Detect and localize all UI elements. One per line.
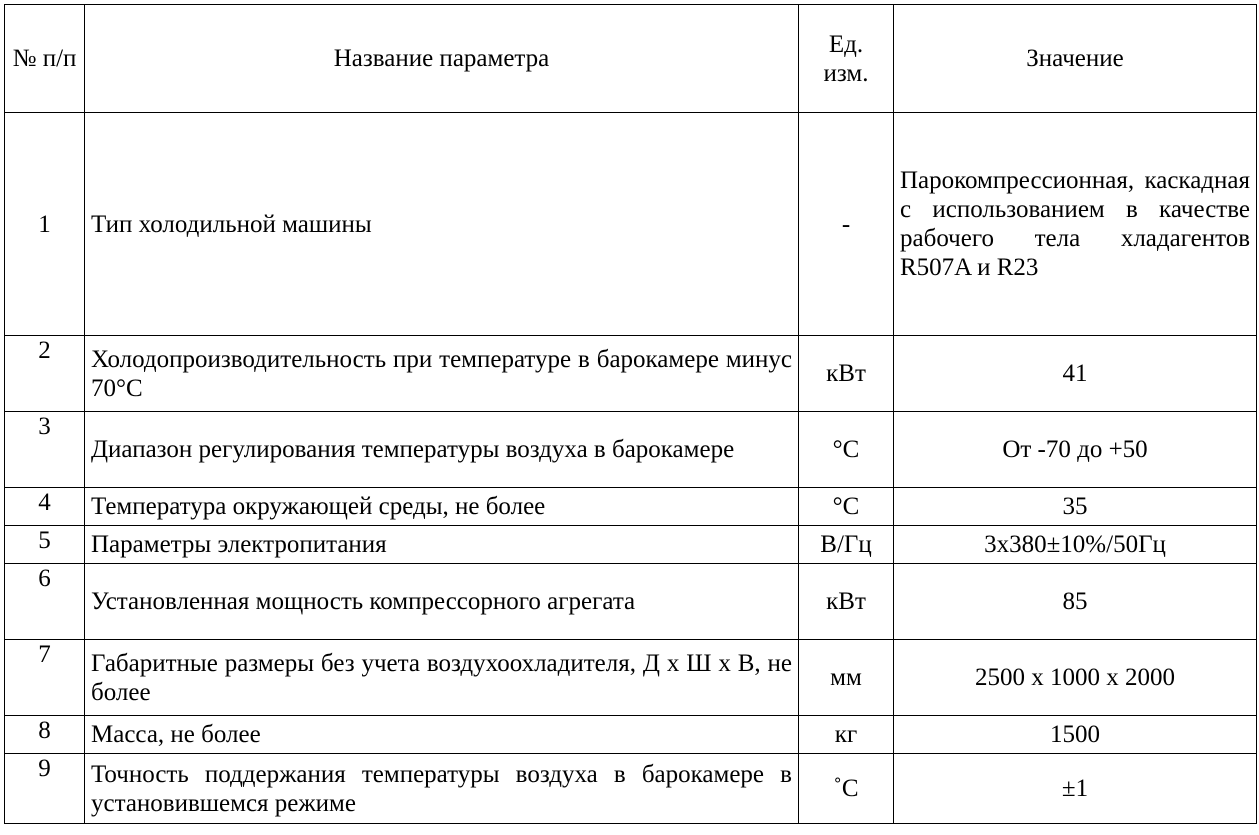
row-value: 2500 х 1000 х 2000 [894,640,1257,716]
header-name [85,5,799,113]
row-number: 5 [5,526,85,564]
header-unit-label: Ед. изм. [823,30,869,87]
row-value: 3х380±10%/50Гц [894,526,1257,564]
table-row [5,336,1257,412]
row-number: 3 [5,412,85,488]
row-unit: кВт [799,564,894,640]
row-number: 8 [5,716,85,754]
row-number: 1 [5,113,85,336]
row-name: Установленная мощность компрессорного агрегата [85,564,799,640]
row-value: 85 [894,564,1257,640]
row-number: 4 [5,488,85,526]
row-number: 9 [5,754,85,824]
header-number [5,5,85,113]
table-header-row [5,5,1257,113]
row-name: Параметры электропитания [85,526,799,564]
table-row [5,564,1257,640]
row-unit: мм [799,640,894,716]
row-name: Тип холодильной машины [85,113,799,336]
header-value [894,5,1257,113]
row-value: 41 [894,336,1257,412]
row-unit: В/Гц [799,526,894,564]
row-name: Температура окружающей среды, не более [85,488,799,526]
table-row [5,526,1257,564]
table-row [5,113,1257,336]
row-unit: ˚С [799,754,894,824]
row-number: 6 [5,564,85,640]
parameters-table [4,4,1257,824]
table-row [5,754,1257,824]
row-value: 35 [894,488,1257,526]
row-value: Парокомпрессионная, каскадная с использованием в качестве рабочего тела хладагентов R507A и R23 [894,113,1257,336]
row-number: 2 [5,336,85,412]
header-unit [799,5,894,113]
row-value: От -70 до +50 [894,412,1257,488]
row-unit: °С [799,488,894,526]
table-row [5,716,1257,754]
header-name-label: Название параметра [333,45,550,72]
row-unit: - [799,113,894,336]
row-name: Холодопроизводительность при температуре в барокамере минус 70°С [85,336,799,412]
row-number: 7 [5,640,85,716]
row-unit: кВт [799,336,894,412]
row-value: 1500 [894,716,1257,754]
row-name: Габаритные размеры без учета воздухоохладителя, Д х Ш х В, не более [85,640,799,716]
row-name: Масса, не более [85,716,799,754]
row-unit: °С [799,412,894,488]
table-row [5,640,1257,716]
table-row [5,412,1257,488]
table-row [5,488,1257,526]
header-number-label: № п/п [12,45,77,72]
row-name: Диапазон регулирования температуры воздуха в барокамере [85,412,799,488]
row-value: ±1 [894,754,1257,824]
row-name: Точность поддержания температуры воздуха в барокамере в установившемся режиме [85,754,799,824]
row-unit: кг [799,716,894,754]
header-value-label: Значение [1026,45,1124,72]
